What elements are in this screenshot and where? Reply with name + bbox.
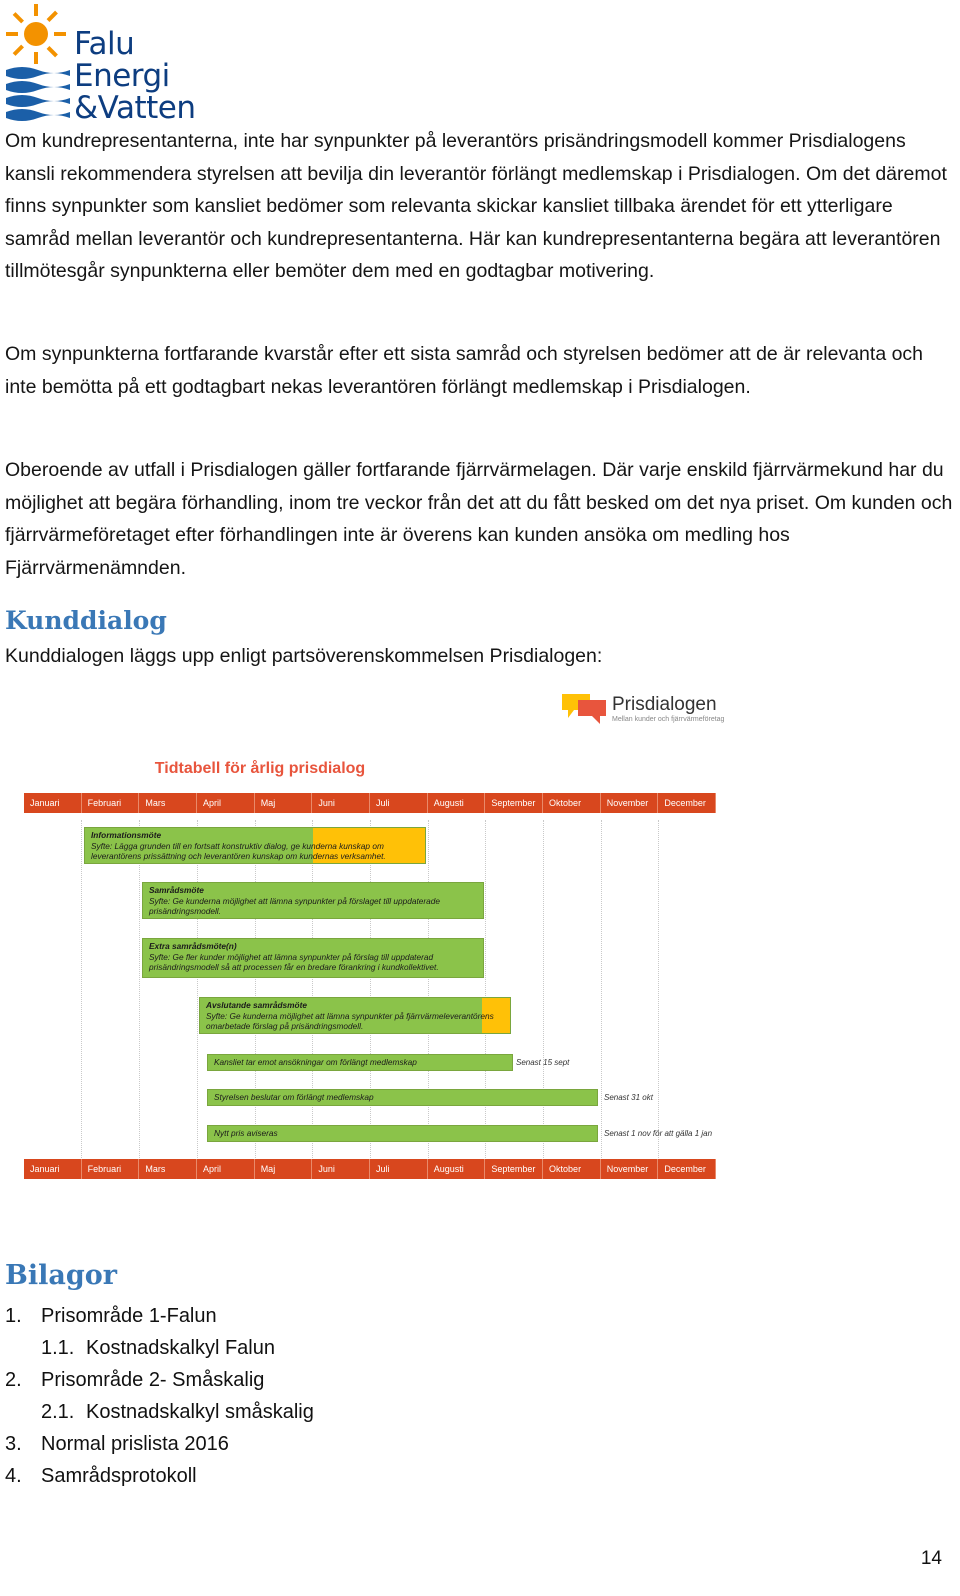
- list-item-label: Kostnadskalkyl Falun: [86, 1337, 275, 1359]
- list-item: [5, 1364, 314, 1396]
- list-subitem: [5, 1396, 314, 1428]
- list-item-label: Samrådsprotokoll: [41, 1465, 197, 1487]
- grid-line: [658, 820, 659, 1168]
- page-number: 14: [920, 1548, 942, 1569]
- paragraph-2-text: Om synpunkterna fortfarande kvarstår efter ett sista samråd och styrelsen bedömer att de är relevanta och inte bemötta på ett godtagbart nekas leverantören förlängt medlemskap i Prisdialogen.: [5, 343, 924, 398]
- month-label: Augusti: [428, 793, 486, 813]
- bar-text: Nytt pris aviseras: [214, 1128, 278, 1138]
- bar-text: Syfte: Ge kunderna möjlighet att lämna synpunkter på fjärrvärmeleverantörens omarbetade förslag på prisändringsmodell.: [206, 1010, 494, 1031]
- list-item-label: Prisområde 1-Falun: [41, 1305, 217, 1327]
- bar-text: Kansliet tar emot ansökningar om förlängt medlemskap: [214, 1057, 417, 1067]
- month-bar-top: [24, 793, 716, 813]
- timeline-figure: [24, 690, 725, 1182]
- paragraph-3-text: Oberoende av utfall i Prisdialogen gäller fortfarande fjärrvärmelagen. Där varje enskild fjärrvärmekund har du möjlighet att begära förhandling, inom tre veckor från det att du fått besked om det nya priset. Om kunden och fjärrvärmeföretaget efter förhandlingen inte är överens kan kunden ansöka om medling hos Fjärrvärmenämnden.: [5, 459, 953, 579]
- company-logo: [6, 4, 196, 126]
- paragraph-3: [5, 454, 955, 584]
- list-item: [5, 1460, 314, 1492]
- bar-title: Extra samrådsmöte(n): [149, 941, 237, 951]
- month-label: April: [197, 1159, 255, 1179]
- month-label: Juli: [370, 793, 428, 813]
- month-label: Februari: [82, 793, 140, 813]
- month-label: Maj: [255, 793, 313, 813]
- month-bar-bottom: [24, 1159, 716, 1179]
- grid-line: [485, 820, 486, 1168]
- sun-wave-logo-icon: [6, 4, 70, 124]
- list-item-label: Kostnadskalkyl småskalig: [86, 1401, 314, 1423]
- bar-text: Styrelsen beslutar om förlängt medlemskap: [214, 1092, 374, 1102]
- list-item-number: 2.1.: [41, 1401, 75, 1423]
- kunddialog-intro: Kunddialogen läggs upp enligt partsöverenskommelsen Prisdialogen:: [5, 645, 603, 667]
- timeline-bar-samradsmote: [142, 882, 484, 919]
- bar-text: Syfte: Ge kunderna möjlighet att lämna synpunkter på förslaget till uppdaterade prisändringsmodell.: [149, 895, 441, 916]
- bilagor-heading: Bilagor: [5, 1260, 117, 1291]
- timeline-grid: [24, 820, 716, 1168]
- list-item-number: 2.: [5, 1369, 22, 1391]
- month-label: Oktober: [543, 793, 601, 813]
- grid-line: [601, 820, 602, 1168]
- logo-wordmark: [74, 28, 196, 124]
- kunddialog-heading: Kunddialog: [5, 606, 167, 635]
- month-label: September: [485, 793, 543, 813]
- timeline-bar-informationsmote: [84, 827, 426, 864]
- month-label: Juni: [312, 793, 370, 813]
- brand-name: Prisdialogen: [612, 694, 717, 715]
- month-label: Juli: [370, 1159, 428, 1179]
- grid-line: [255, 820, 256, 1168]
- month-label: December: [658, 1159, 716, 1179]
- month-label: November: [601, 793, 659, 813]
- month-label: Februari: [82, 1159, 140, 1179]
- timeline-bar-styrelsen: [207, 1089, 598, 1106]
- bilagor-list: [5, 1300, 314, 1492]
- paragraph-1: [5, 125, 955, 288]
- month-label: Mars: [139, 1159, 197, 1179]
- month-label: Mars: [139, 793, 197, 813]
- figure-title: Tidtabell för årlig prisdialog: [154, 760, 366, 777]
- bar-text: Syfte: Ge fler kunder möjlighet att lämna synpunkter på förslag till uppdaterad prisändringsmodell så att processen får en bredare förankring i kundkollektivet.: [149, 951, 439, 972]
- bar-title: Informationsmöte: [91, 830, 162, 840]
- brand-tagline: Mellan kunder och fjärrvärmeföretag: [612, 716, 725, 723]
- bar-text: Syfte: Lägga grunden till en fortsatt konstruktiv dialog, ge kunderna kunskap om leverantörens prissättning och leverantören kunskap om kundernas verksamhet.: [91, 840, 386, 861]
- speech-bubbles-icon: [560, 690, 608, 724]
- list-item: [5, 1300, 314, 1332]
- month-label: November: [601, 1159, 659, 1179]
- grid-line: [312, 820, 313, 1168]
- list-item-number: 4.: [5, 1465, 22, 1487]
- grid-line: [428, 820, 429, 1168]
- month-label: Januari: [24, 1159, 82, 1179]
- list-item: [5, 1428, 314, 1460]
- list-item-number: 3.: [5, 1433, 22, 1455]
- logo-line-3: &Vatten: [74, 90, 196, 126]
- grid-line: [543, 820, 544, 1168]
- month-label: Maj: [255, 1159, 313, 1179]
- paragraph-2: [5, 338, 955, 403]
- month-label: April: [197, 793, 255, 813]
- timeline-bar-kansliet: [207, 1054, 513, 1071]
- month-label: September: [485, 1159, 543, 1179]
- month-label: December: [658, 793, 716, 813]
- month-label: Augusti: [428, 1159, 486, 1179]
- grid-line: [370, 820, 371, 1168]
- deadline-note: Senast 31 okt: [604, 1093, 653, 1102]
- list-item-number: 1.1.: [41, 1337, 75, 1359]
- prisdialogen-brand: [560, 690, 740, 730]
- logo-line-2: Energi: [74, 58, 170, 94]
- deadline-note: Senast 1 nov för att gälla 1 jan: [604, 1129, 713, 1138]
- month-label: Oktober: [543, 1159, 601, 1179]
- deadline-note: Senast 15 sept: [516, 1058, 570, 1067]
- list-subitem: [5, 1332, 314, 1364]
- list-item-label: Prisområde 2- Småskalig: [41, 1369, 265, 1391]
- timeline-bar-avslutande-samradsmote: [199, 997, 511, 1034]
- timeline-bar-extra-samradsmote: [142, 938, 484, 978]
- month-label: Januari: [24, 793, 82, 813]
- list-item-number: 1.: [5, 1305, 22, 1327]
- bar-title: Samrådsmöte: [149, 885, 204, 895]
- month-label: Juni: [312, 1159, 370, 1179]
- grid-line: [81, 820, 82, 1168]
- grid-line: [197, 820, 198, 1168]
- list-item-label: Normal prislista 2016: [41, 1433, 229, 1455]
- grid-line: [139, 820, 140, 1168]
- logo-line-1: Falu: [74, 26, 135, 62]
- paragraph-1-text: Om kundrepresentanterna, inte har synpunkter på leverantörs prisändringsmodell kommer Prisdialogens kansli rekommendera styrelsen att bevilja din leverantör förlängt medlemskap i Prisdialogen. Om det däremot finns synpunkter som kansliet bedömer som relevanta skickar kansliet tillbaka ärendet för ett ytterligare samråd mellan leverantör och kundrepresentanterna. Här kan kundrepresentanterna begära att leverantören tillmötesgår synpunkterna eller bemöter dem med en godtagbar motivering.: [5, 130, 947, 282]
- timeline-bar-nytt-pris: [207, 1125, 598, 1142]
- bar-title: Avslutande samrådsmöte: [206, 1000, 307, 1010]
